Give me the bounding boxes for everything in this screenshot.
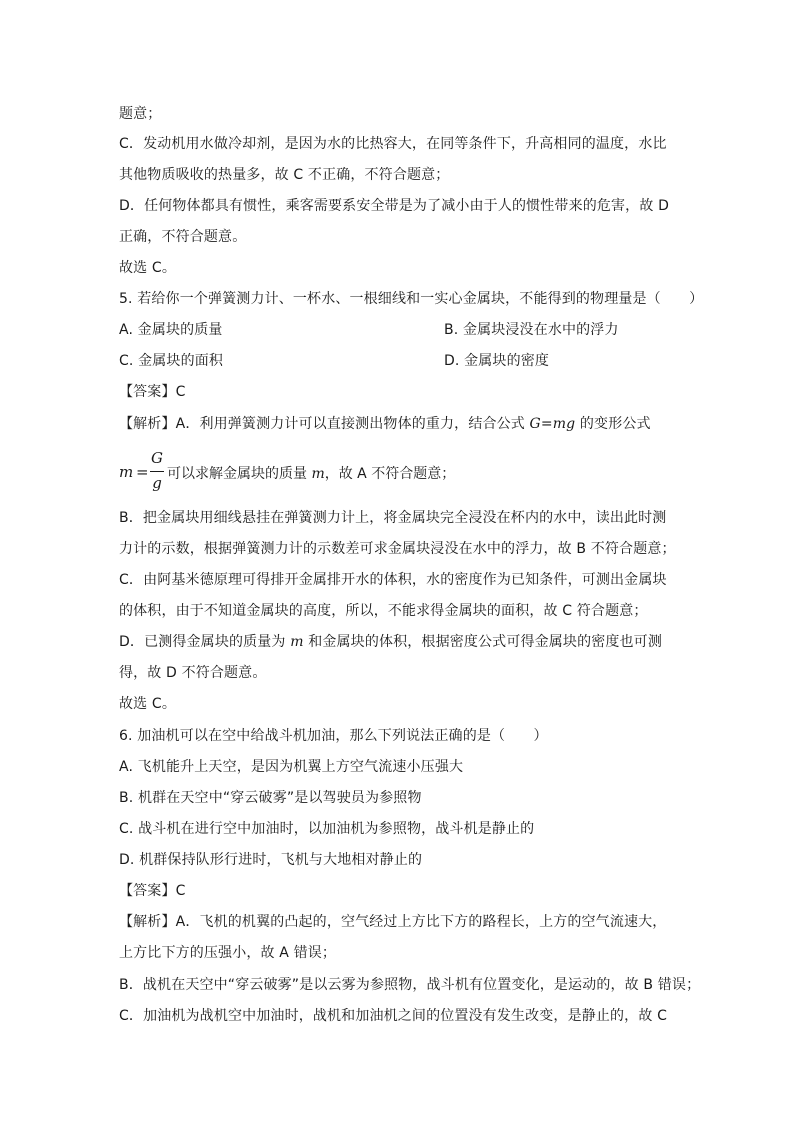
question-5-option-b: B. 金属块浸没在水中的浮力 (444, 322, 619, 338)
text-line: C．由阿基米德原理可得排开金属排开水的体积，水的密度作为已知条件，可测出金属块 (119, 572, 667, 588)
text-line: 上方比下方的压强小，故 A 错误； (119, 945, 337, 961)
analysis-text: 的变形公式 (575, 416, 651, 432)
text-line: 故选 C。 (119, 696, 176, 712)
formula-text: G=mg (529, 416, 576, 432)
fraction-formula-line (119, 449, 499, 499)
question-5-stem: 5. 若给你一个弹簧测力计、一杯水、一根细线和一实心金属块，不能得到的物理量是（ ） (119, 291, 704, 307)
text-line (119, 632, 662, 652)
question-5-option-a: A. 金属块的质量 (119, 322, 223, 338)
text-line: 【解析】A．飞机的机翼的凸起的，空气经过上方比下方的路程长，上方的空气流速大， (119, 914, 667, 930)
question-6-option-c: C. 战斗机在进行空中加油时，以加油机为参照物，战斗机是静止的 (119, 821, 535, 837)
analysis-text: 【解析】A．利用弹簧测力计可以直接测出物体的重力，结合公式 (119, 416, 530, 432)
formula-variable: m (290, 634, 304, 650)
question-6-option-a: A. 飞机能升上天空，是因为机翼上方空气流速小压强大 (119, 759, 464, 775)
text-line: 其他物质吸收的热量多，故 C 不正确，不符合题意； (119, 167, 450, 183)
question-5-analysis-a (119, 414, 651, 434)
text-line: 的体积，由于不知道金属块的高度，所以，不能求得金属块的面积，故 C 符合题意； (119, 603, 648, 619)
formula-variable: m (311, 466, 325, 482)
question-5-option-d: D. 金属块的密度 (444, 353, 550, 369)
analysis-text-post: ，故 A 不符合题意； (324, 466, 456, 482)
text-line: B．战机在天空中“穿云破雾”是以云雾为参照物，战斗机有位置变化，是运动的，故 B 错误； (119, 977, 701, 993)
text-line: C．加油机为战机空中加油时，战机和加油机之间的位置没有发生改变，是静止的，故 C (119, 1008, 667, 1024)
question-5-option-c: C. 金属块的面积 (119, 353, 224, 369)
fraction-denominator: g (152, 474, 162, 492)
text-line: 正确，不符合题意。 (119, 229, 247, 245)
text-line: 题意； (119, 106, 162, 122)
text-line: B．把金属块用细线悬挂在弹簧测力计上，将金属块完全浸没在杯内的水中，读出此时测 (119, 510, 667, 526)
question-6-answer: 【答案】C (119, 883, 186, 899)
text-line: 故选 C。 (119, 260, 176, 276)
fraction-numerator: G (151, 449, 163, 467)
text-line: C．发动机用水做冷却剂，是因为水的比热容大，在同等条件下，升高相同的温度，水比 (119, 136, 667, 152)
text-line: 得，故 D 不符合题意。 (119, 665, 267, 681)
analysis-text (167, 463, 455, 483)
question-6-stem: 6. 加油机可以在空中给战斗机加油，那么下列说法正确的是（ ） (119, 728, 548, 744)
analysis-text-pre: 可以求解金属块的质量 (167, 466, 312, 482)
analysis-text: D．已测得金属块的质量为 (119, 634, 291, 650)
formula-variable: m (119, 463, 134, 481)
text-line: 力计的示数，根据弹簧测力计的示数差可求金属块浸没在水中的浮力，故 B 不符合题意； (119, 541, 676, 557)
question-5-answer: 【答案】C (119, 384, 186, 400)
text-line: D．任何物体都具有惯性，乘客需要系安全带是为了减小由于人的惯性带来的危害，故 D (119, 198, 670, 214)
fraction-bar (150, 471, 164, 472)
formula-equals: = (136, 463, 149, 481)
question-6-option-b: B. 机群在天空中“穿云破雾”是以驾驶员为参照物 (119, 790, 422, 806)
analysis-text: 和金属块的体积，根据密度公式可得金属块的密度也可测 (303, 634, 662, 650)
question-6-option-d: D. 机群保持队形行进时，飞机与大地相对静止的 (119, 852, 423, 868)
